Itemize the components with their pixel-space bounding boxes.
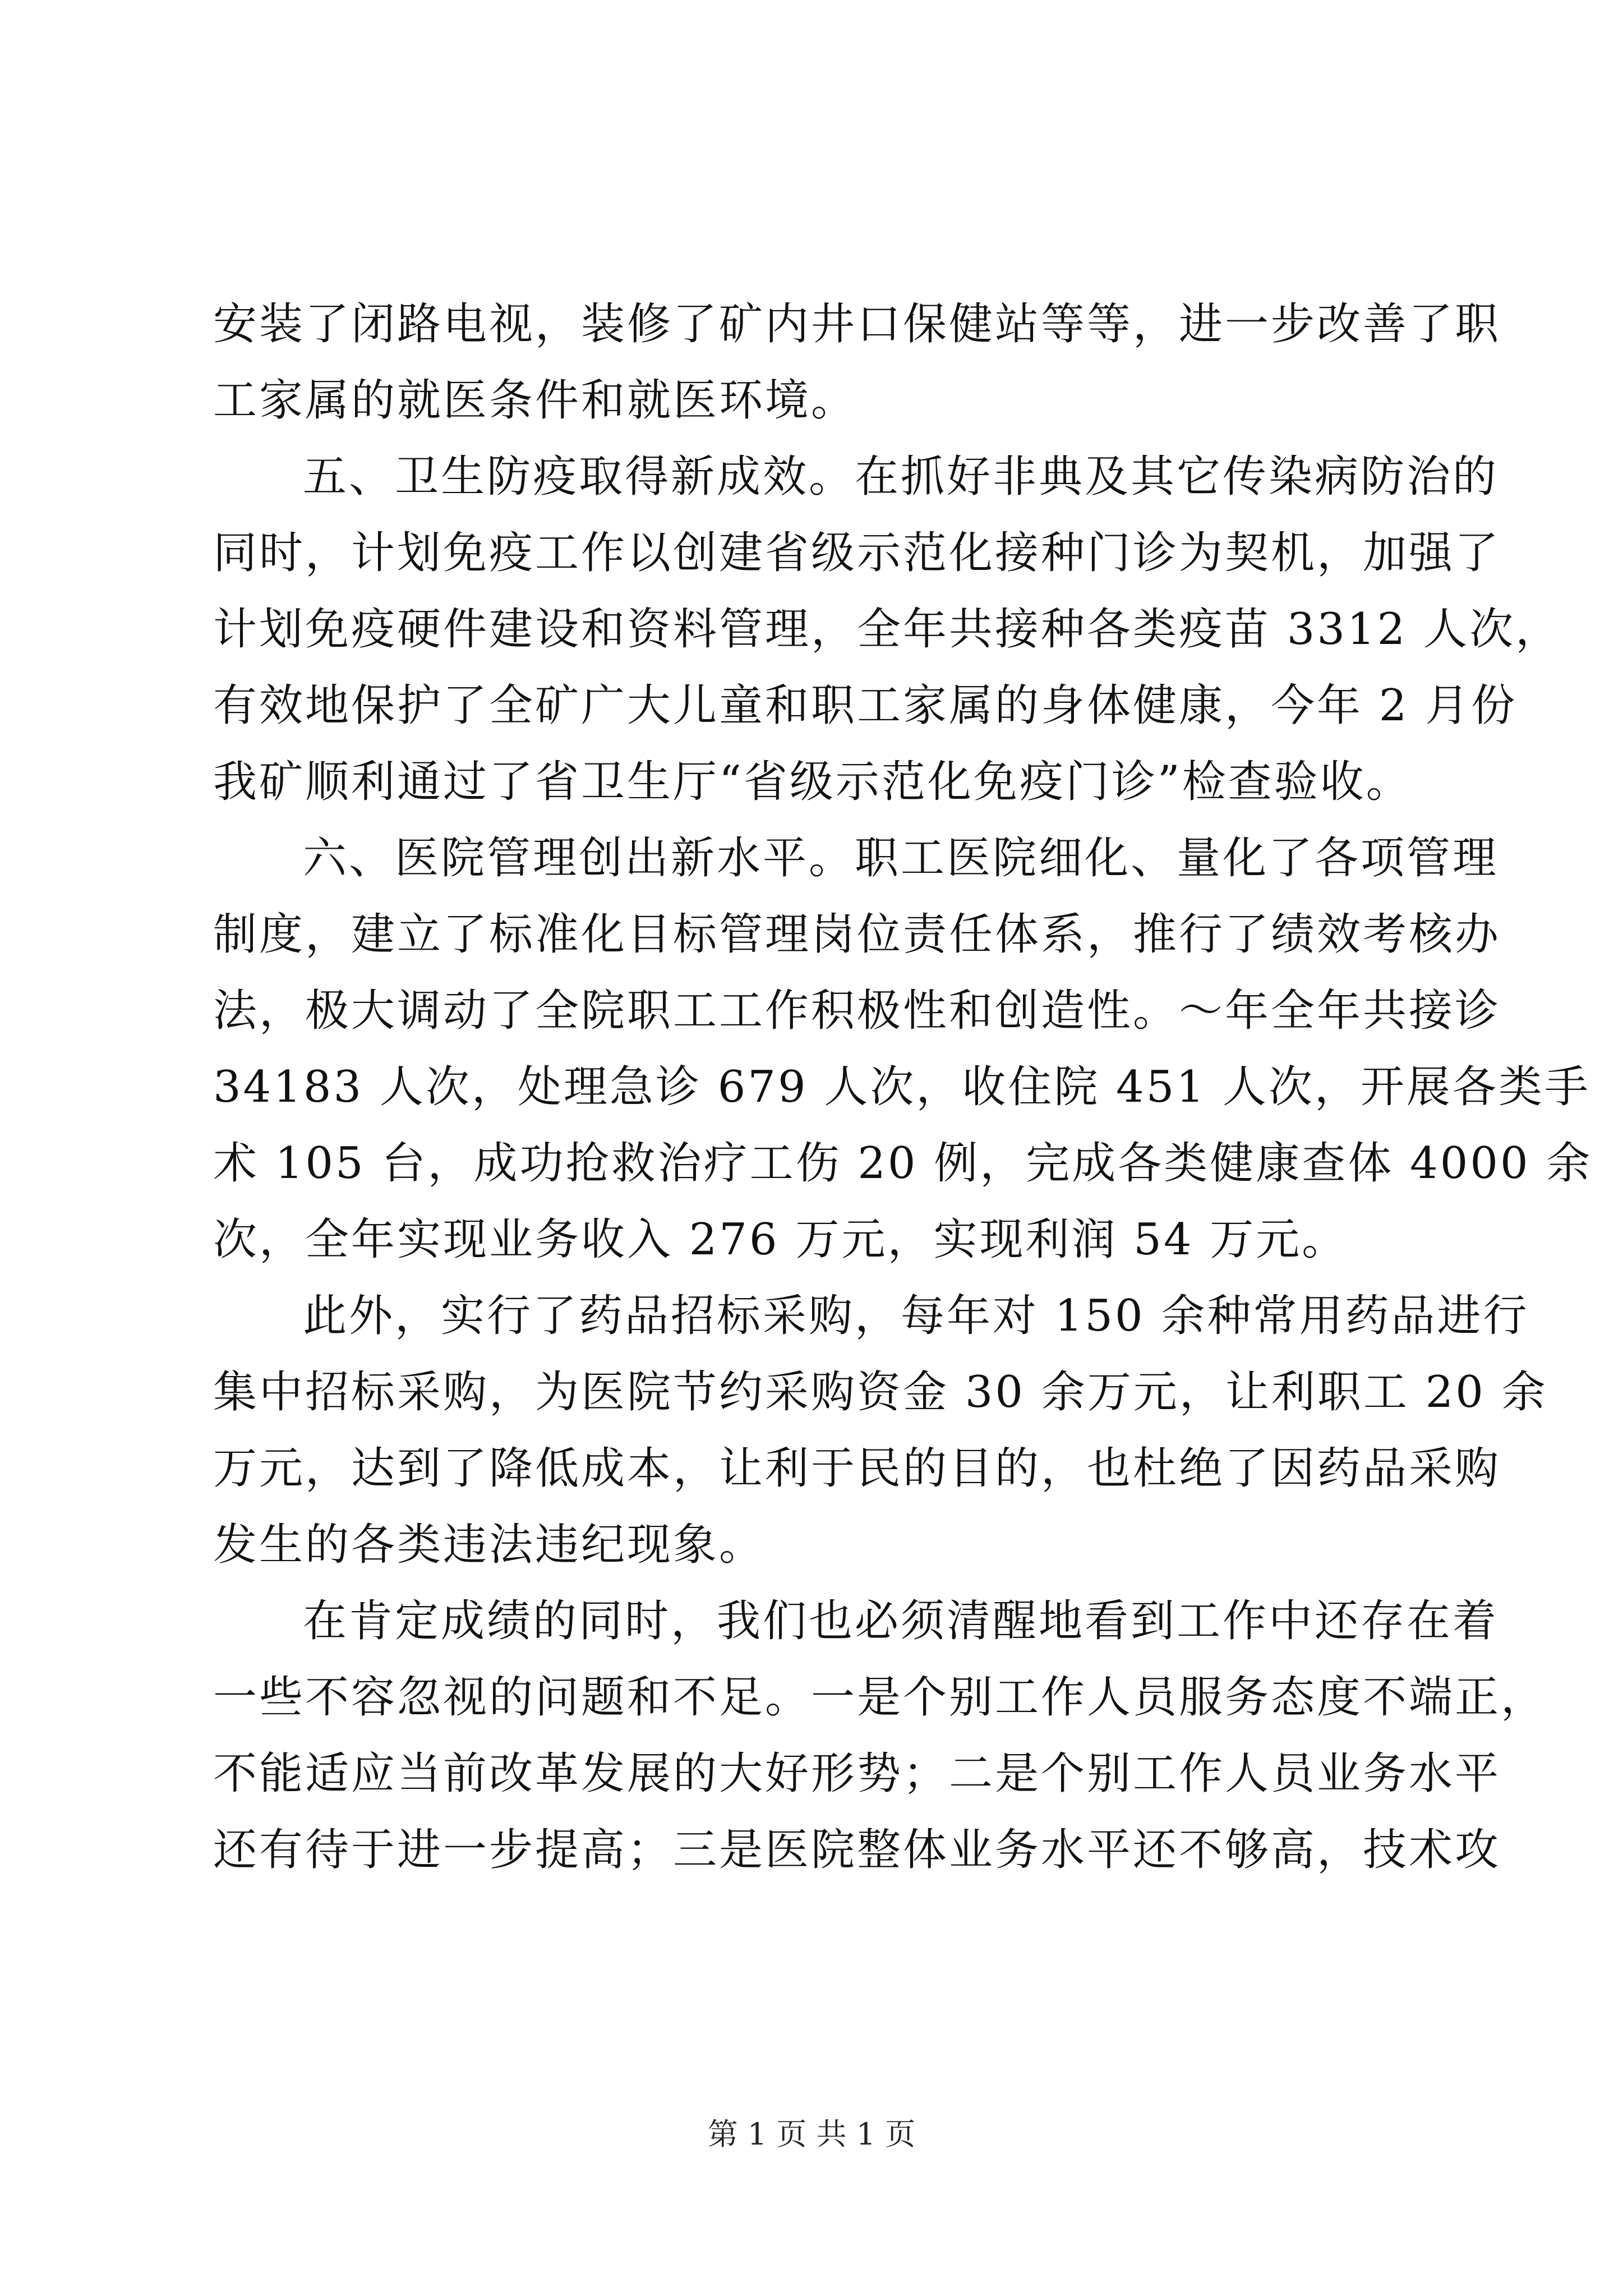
text-line: 一些不容忽视的问题和不足。一是个别工作人员服务态度不端正，	[213, 1672, 1547, 1723]
page-number-footer: 第 1 页 共 1 页	[707, 2116, 916, 2152]
text-line: 我矿顺利通过了省卫生厅“省级示范化免疫门诊”检查验收。	[213, 757, 1412, 807]
text-line: 发生的各类违法违纪现象。	[213, 1520, 766, 1570]
text-line: 次，全年实现业务收入 276 万元，实现利润 54 万元。	[213, 1214, 1348, 1265]
text-line: 计划免疫硬件建设和资料管理，全年共接种各类疫苗 3312 人次，	[213, 604, 1562, 655]
text-line: 集中招标采购，为医院节约采购资金 30 余万元，让利职工 20 余	[213, 1367, 1548, 1418]
text-line: 术 105 台，成功抢救治疗工伤 20 例，完成各类健康查体 4000 余	[213, 1138, 1593, 1189]
text-line: 同时，计划免疫工作以创建省级示范化接种门诊为契机，加强了	[213, 528, 1501, 578]
text-line: 法，极大调动了全院职工工作积极性和创造性。～年全年共接诊	[213, 986, 1501, 1036]
text-line: 万元，达到了降低成本，让利于民的目的，也杜绝了因药品采购	[213, 1443, 1501, 1494]
text-line: 安装了闭路电视，装修了矿内井口保健站等等，进一步改善了职	[213, 299, 1501, 349]
text-line: 还有待于进一步提高；三是医院整体业务水平还不够高，技术攻	[213, 1825, 1501, 1875]
text-line: 有效地保护了全矿广大儿童和职工家属的身体健康，今年 2 月份	[213, 680, 1518, 731]
text-line: 此外，实行了药品招标采购，每年对 150 余种常用药品进行	[303, 1291, 1529, 1341]
text-line: 工家属的就医条件和就医环境。	[213, 375, 857, 426]
text-line: 不能适应当前改革发展的大好形势；二是个别工作人员业务水平	[213, 1749, 1501, 1799]
text-line: 在肯定成绩的同时，我们也必须清醒地看到工作中还存在着	[303, 1596, 1499, 1646]
text-line: 六、医院管理创出新水平。职工医院细化、量化了各项管理	[303, 833, 1499, 884]
text-line: 制度，建立了标准化目标管理岗位责任体系，推行了绩效考核办	[213, 909, 1501, 960]
text-line: 五、卫生防疫取得新成效。在抓好非典及其它传染病防治的	[303, 452, 1499, 502]
text-line: 34183 人次，处理急诊 679 人次，收住院 451 人次，开展各类手	[213, 1062, 1590, 1112]
